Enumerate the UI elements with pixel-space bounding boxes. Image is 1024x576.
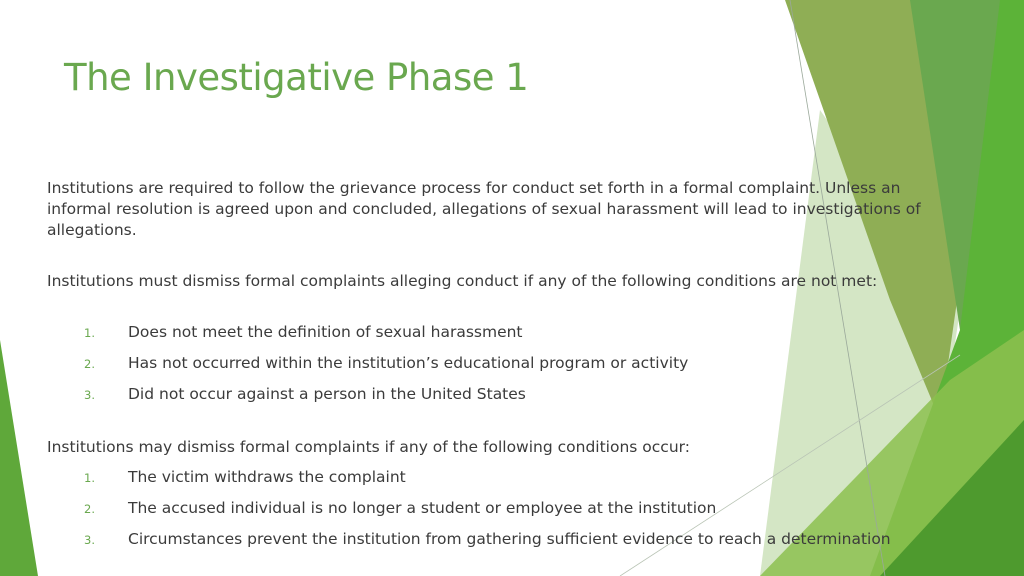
- list-number: 1.: [84, 326, 95, 340]
- list-number: 3.: [84, 533, 95, 547]
- list-text: Does not meet the definition of sexual harassment: [128, 323, 523, 341]
- list-text: The accused individual is no longer a student or employee at the institution: [128, 499, 717, 517]
- list-number: 1.: [84, 471, 95, 485]
- may-dismiss-lead: Institutions may dismiss formal complaints if any of the following conditions occur:: [47, 438, 690, 456]
- list-number: 2.: [84, 502, 95, 516]
- list-text: Has not occurred within the institution’s educational program or activity: [128, 354, 689, 372]
- slide-title: The Investigative Phase 1: [64, 56, 529, 99]
- list-text: Circumstances prevent the institution from gathering sufficient evidence to reach a determination: [128, 530, 891, 548]
- list-text: The victim withdraws the complaint: [128, 468, 406, 486]
- list-text: Did not occur against a person in the United States: [128, 385, 526, 403]
- list-number: 3.: [84, 388, 95, 402]
- must-dismiss-lead: Institutions must dismiss formal complaints alleging conduct if any of the following conditions are not met:: [47, 272, 878, 290]
- list-number: 2.: [84, 357, 95, 371]
- intro-paragraph: Institutions are required to follow the grievance process for conduct set forth in a formal complaint. Unless an informal resolution is agreed upon and concluded, allegations of sexual harassment will lead to investigations of allegations.: [47, 179, 921, 239]
- left-accent-shape: [0, 340, 38, 576]
